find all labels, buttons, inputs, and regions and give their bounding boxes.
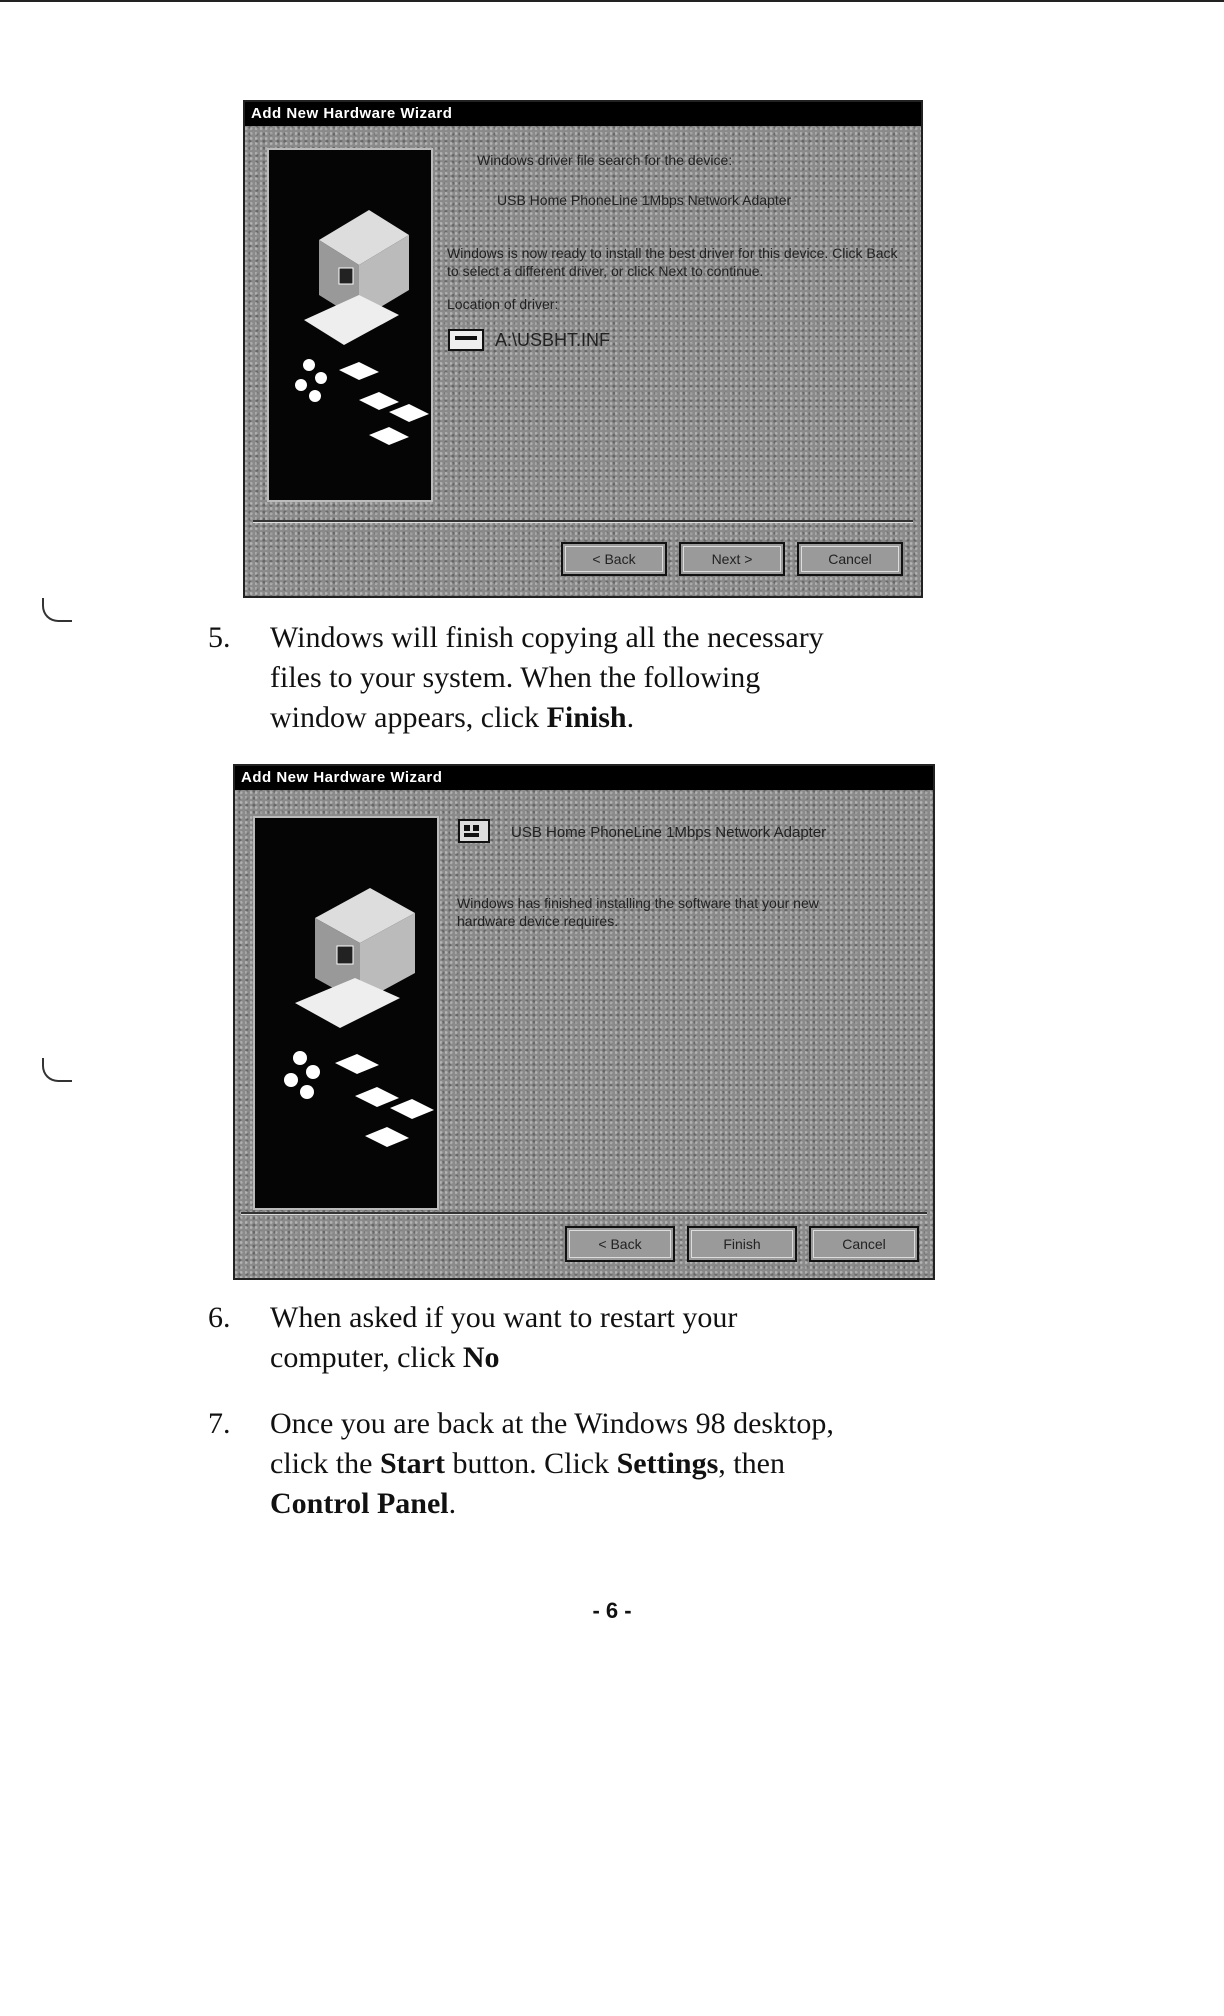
step-text-line: Once you are back at the Windows 98 desktop, <box>270 1407 834 1440</box>
floppy-drive-icon <box>447 326 487 354</box>
step-text-line: click the Start button. Click Settings, then <box>270 1447 785 1480</box>
wizard-screenshot-finish <box>233 764 935 1280</box>
wizard-illustration <box>267 148 433 502</box>
page-number: - 6 - <box>592 1598 632 1623</box>
computer-illustration-icon <box>269 150 431 500</box>
step-text-line: files to your system. When the following <box>270 661 761 694</box>
step-5 <box>208 618 968 748</box>
driver-search-heading: Windows driver file search for the device: <box>477 152 733 168</box>
device-name: USB Home PhoneLine 1Mbps Network Adapter <box>511 823 827 841</box>
start-term: Start <box>379 1447 445 1480</box>
ready-message: Windows is now ready to install the best driver for this device. Click Back to select a different driver, or click Next to continue. <box>447 245 898 279</box>
finish-message: Windows has finished installing the software that your new hardware device requires. <box>457 895 819 929</box>
wizard-title: Add New Hardware Wizard <box>235 766 933 790</box>
back-button[interactable]: < Back <box>561 542 667 576</box>
no-term: No <box>462 1341 500 1374</box>
network-adapter-icon <box>457 816 497 848</box>
cancel-button[interactable]: Cancel <box>809 1226 919 1262</box>
button-separator <box>253 520 913 523</box>
control-panel-term: Control Panel <box>270 1487 449 1520</box>
step-number: 7. <box>208 1407 231 1440</box>
back-button[interactable]: < Back <box>565 1226 675 1262</box>
button-separator <box>241 1212 927 1215</box>
finish-term: Finish <box>546 701 627 734</box>
finish-button[interactable]: Finish <box>687 1226 797 1262</box>
driver-path: A:\USBHT.INF <box>495 329 611 350</box>
step-text-line: Control Panel. <box>270 1487 457 1520</box>
step-text-line: computer, click No <box>270 1341 500 1374</box>
cancel-button[interactable]: Cancel <box>797 542 903 576</box>
step-6 <box>208 1298 968 1388</box>
step-number: 5. <box>208 621 231 654</box>
step-text-line: When asked if you want to restart your <box>270 1301 738 1334</box>
settings-term: Settings <box>616 1447 719 1480</box>
wizard-illustration <box>253 816 439 1210</box>
step-number: 6. <box>208 1301 231 1334</box>
wizard-title: Add New Hardware Wizard <box>245 102 921 126</box>
computer-illustration-icon <box>255 818 437 1208</box>
device-name: USB Home PhoneLine 1Mbps Network Adapter <box>497 192 792 208</box>
step-7 <box>208 1404 968 1534</box>
driver-location <box>447 326 907 354</box>
binding-mark-1 <box>42 598 72 622</box>
driver-location-label: Location of driver: <box>447 296 559 312</box>
step-text-line: window appears, click Finish. <box>270 701 635 734</box>
next-button[interactable]: Next > <box>679 542 785 576</box>
step-text-line: Windows will finish copying all the necessary <box>270 621 824 654</box>
wizard-screenshot-driver <box>243 100 923 598</box>
top-rule <box>0 0 1224 2</box>
device-row <box>457 816 917 848</box>
binding-mark-2 <box>42 1058 72 1082</box>
